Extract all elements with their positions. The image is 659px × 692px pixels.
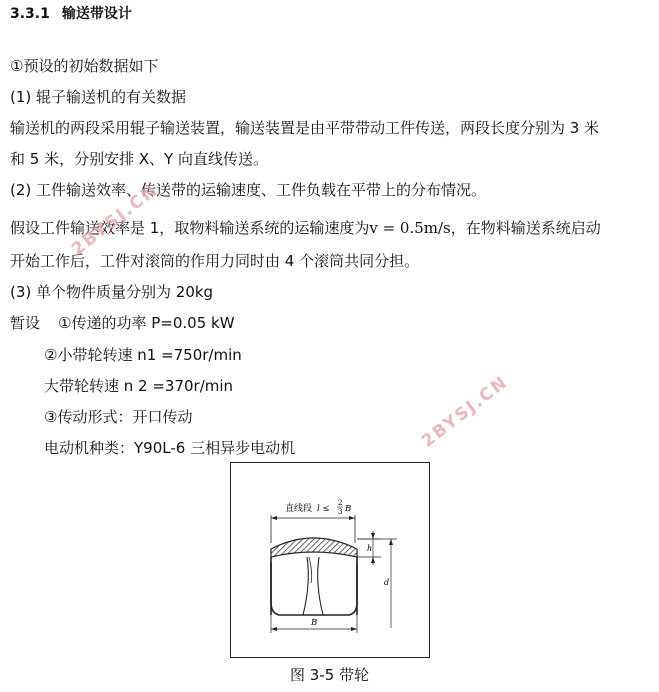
section-heading	[10, 4, 132, 24]
assumption-text-b: ，在物料输送系统启动	[450, 219, 601, 237]
para-large-pulley-speed: 大带轮转速 n 2 =370r/min	[44, 377, 234, 395]
para-small-pulley-speed: ②小带轮转速 n1 =750r/min	[44, 346, 242, 364]
straight-section-formula: l ≤	[317, 504, 330, 514]
para-conveyor-desc-2: 和 5 米，分别安排 X、Y 向直线传送。	[10, 150, 269, 168]
para-efficiency: (2) 工件输送效率、传送带的运输速度、工件负载在平带上的分布情况。	[10, 181, 487, 199]
para-power	[10, 313, 235, 333]
diameter-label: d	[384, 578, 390, 587]
straight-section-label: 直线段	[285, 504, 313, 514]
watermark: 2BYSJ.CN	[418, 372, 513, 452]
power-text: ①传递的功率 P=0.05 kW	[58, 314, 235, 332]
para-motor-type: 电动机种类：Y90L-6 三相异步电动机	[44, 439, 296, 457]
height-label: h	[367, 544, 373, 553]
pulley-figure	[230, 462, 430, 658]
watermark: 2BYSJ.CN	[68, 180, 163, 260]
para-assumption-2: 开始工作后，工件对滚筒的作用力同时由 4 个滚筒共同分担。	[10, 252, 420, 270]
fraction-numerator: 2	[338, 499, 343, 507]
figure-caption: 图 3-5 带轮	[289, 666, 370, 684]
para-mass: (3) 单个物件质量分别为 20kg	[10, 283, 214, 301]
para-conveyor-desc-1: 输送机的两段采用辊子输送装置，输送装置是由平带带动工件传送，两段长度分别为 3 米	[10, 119, 600, 137]
section-number: 3.3.1	[10, 6, 50, 22]
pulley-diagram	[231, 463, 429, 657]
para-transmission-form: ③传动形式：开口传动	[44, 408, 193, 426]
para-roller-data: (1) 辊子输送机的有关数据	[10, 88, 187, 106]
fraction-denominator: 3	[338, 508, 343, 516]
width-label-top: B	[345, 504, 352, 514]
velocity-formula: v = 0.5m/s	[369, 219, 451, 237]
para-initial-data: ①预设的初始数据如下	[10, 57, 159, 75]
width-label-bottom: B	[311, 618, 318, 628]
tentative-label: 暂设	[10, 314, 41, 332]
assumption-text-a: 假设工件输送效率是 1，取物料输送系统的运输速度为	[10, 219, 370, 237]
section-title: 输送带设计	[61, 6, 132, 22]
